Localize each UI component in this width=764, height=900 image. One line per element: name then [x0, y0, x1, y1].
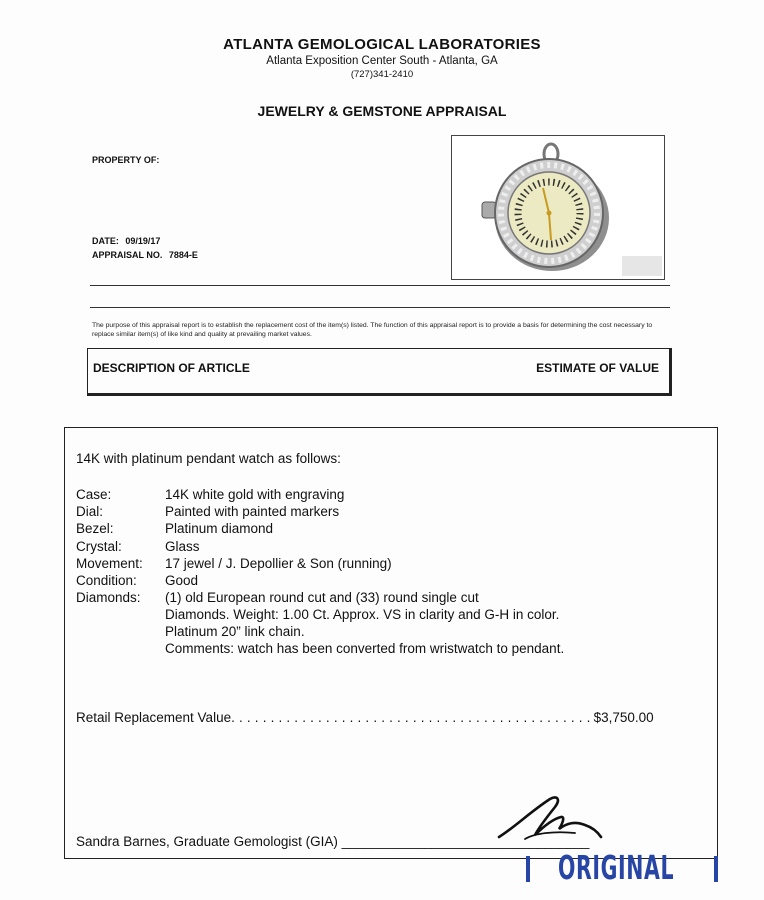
- spec-key: Dial:: [76, 504, 104, 519]
- spec-value: Comments: watch has been converted from wristwatch to pendant.: [165, 641, 565, 656]
- spec-value: Platinum diamond: [165, 521, 274, 536]
- spec-key: Diamonds:: [76, 590, 141, 605]
- property-label: PROPERTY OF:: [92, 155, 160, 165]
- appraisal-label: APPRAISAL NO.: [92, 250, 163, 260]
- watch-photo: [451, 135, 665, 280]
- signature-line: _________________________________: [341, 834, 590, 849]
- description-header: DESCRIPTION OF ARTICLE: [93, 361, 250, 375]
- lab-phone: (727)341-2410: [350, 69, 414, 80]
- spec-value: Diamonds. Weight: 1.00 Ct. Approx. VS in clarity and G-H in color.: [165, 607, 560, 622]
- retail-value: $3,750.00: [593, 710, 654, 725]
- stamp-bar: [526, 856, 530, 882]
- leader-dots: . . . . . . . . . . . . . . . . . . . . . . . . . . . . . . . . . . . . . . . . . . . . . .: [231, 710, 591, 725]
- spec-key: Case:: [76, 487, 112, 502]
- spec-value: Glass: [165, 539, 200, 554]
- lab-address: Atlanta Exposition Center South - Atlanta, GA: [266, 55, 498, 67]
- retail-label: Retail Replacement Value: [76, 710, 232, 725]
- original-stamp: [520, 848, 720, 888]
- appraiser-name: Sandra Barnes, Graduate Gemologist (GIA): [76, 834, 338, 849]
- divider-line: [90, 285, 670, 286]
- spec-value: (1) old European round cut and (33) round single cut: [165, 590, 479, 605]
- table-header: [87, 348, 672, 396]
- appraisal-value: 7884-E: [168, 250, 198, 260]
- estimate-header: ESTIMATE OF VALUE: [536, 361, 659, 375]
- spec-key: Bezel:: [76, 521, 114, 536]
- retail-value-row: [76, 710, 654, 725]
- item-description-box: [64, 427, 718, 859]
- spec-value: Good: [165, 573, 199, 588]
- stamp-bar: [714, 856, 718, 882]
- spec-key: Movement:: [76, 556, 143, 571]
- spec-value: 17 jewel / J. Depollier & Son (running): [165, 556, 392, 571]
- lab-name: ATLANTA GEMOLOGICAL LABORATORIES: [223, 36, 541, 53]
- handwritten-signature: [495, 787, 605, 854]
- stamp-text: ORIGINAL: [558, 848, 675, 887]
- appraisal-row: [92, 250, 198, 260]
- spec-key: Condition:: [76, 573, 137, 588]
- date-value: 09/19/17: [125, 236, 161, 246]
- spec-value: Painted with painted markers: [165, 504, 340, 519]
- spec-key: Crystal:: [76, 539, 122, 554]
- pendant-watch-image: [452, 136, 664, 279]
- spec-value: 14K white gold with engraving: [165, 487, 345, 502]
- purpose-statement: The purpose of this appraisal report is to establish the replacement cost of the item(s) listed. The function of this appraisal report is to provide a basis for determining the cost necessary to replace similar item(s) of like kind and quality at prevailing market values.: [92, 322, 653, 338]
- spec-value: Platinum 20” link chain.: [165, 624, 305, 639]
- date-label: DATE:: [92, 236, 119, 246]
- item-title: 14K with platinum pendant watch as follows:: [76, 451, 341, 466]
- document-title: JEWELRY & GEMSTONE APPRAISAL: [257, 103, 507, 119]
- date-row: [92, 236, 160, 246]
- divider-line: [90, 307, 670, 308]
